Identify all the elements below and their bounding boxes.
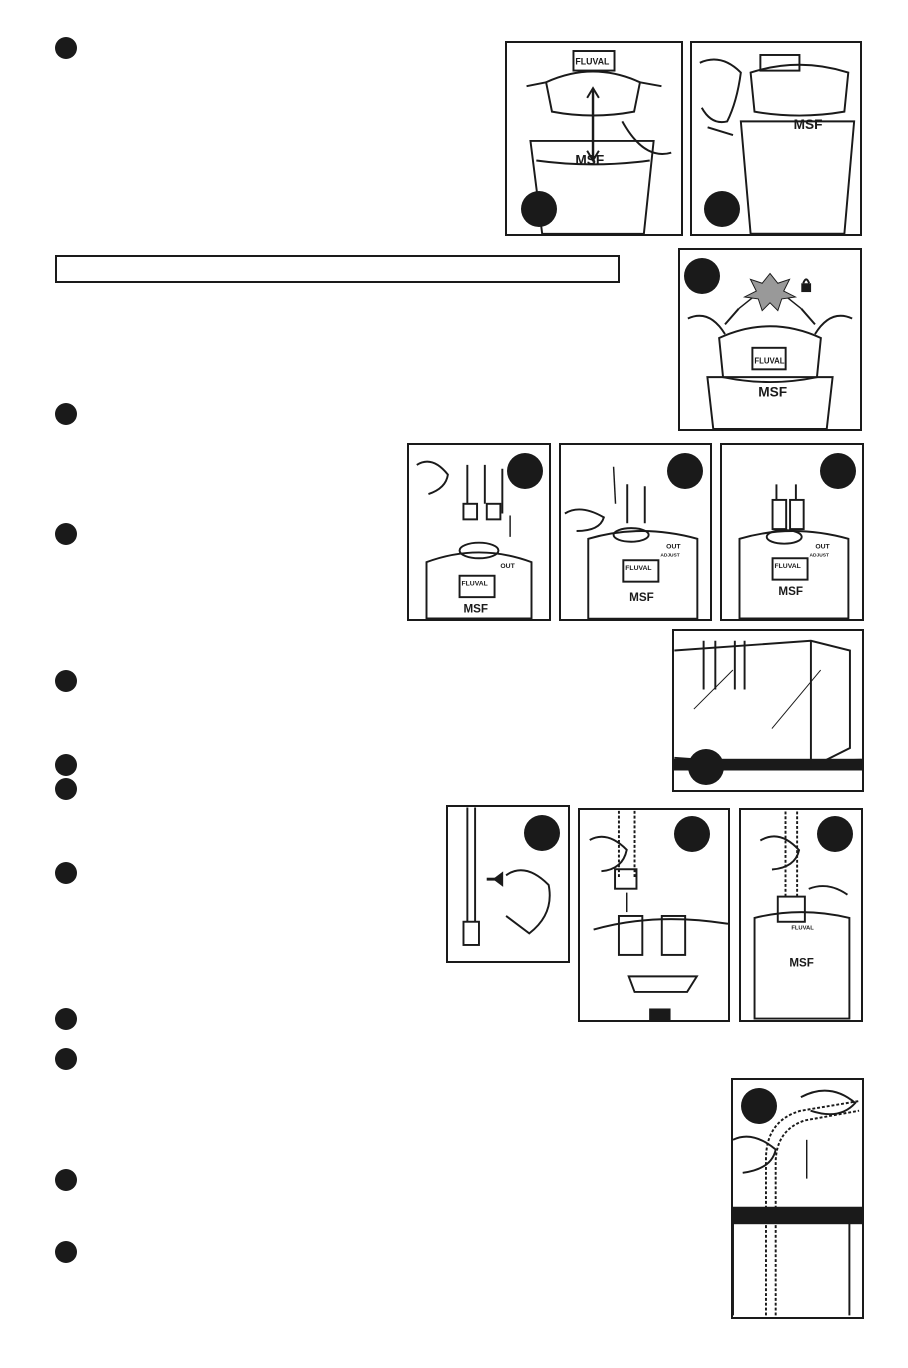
svg-text:OUT: OUT [500,562,515,570]
figure-number-disc [684,258,720,294]
svg-text:FLUVAL: FLUVAL [774,562,801,570]
step-bullet-5 [55,754,77,776]
svg-text:ADJUST: ADJUST [660,553,680,559]
figure-number-disc [688,749,724,785]
figure-number-disc [741,1088,777,1124]
figure-number-disc [524,815,560,851]
step-bullet-1 [55,37,77,59]
notice-box [55,255,620,283]
figure-number-disc [704,191,740,227]
figure-clamp-release [690,41,862,236]
svg-text:OUT: OUT [666,543,681,551]
figure-valve-press [559,443,712,621]
svg-text:MSF: MSF [789,956,814,970]
figure-valve-installed [720,443,864,621]
step-bullet-11 [55,1241,77,1263]
figure-valve-insert [407,443,551,621]
figure-lid-lock [678,248,862,431]
figure-intake-strainer [446,805,570,963]
figure-number-disc [521,191,557,227]
svg-text:FLUVAL: FLUVAL [461,580,488,588]
model-text: MSF [575,152,605,168]
svg-text:OUT: OUT [815,543,830,551]
step-bullet-10 [55,1169,77,1191]
figure-number-disc [817,816,853,852]
step-bullet-7 [55,862,77,884]
figure-number-disc [674,816,710,852]
figure-hose-aquarium [731,1078,864,1319]
svg-text:MSF: MSF [629,591,654,605]
svg-text:ADJUST: ADJUST [809,553,829,559]
step-bullet-2 [55,403,77,425]
figure-number-disc [820,453,856,489]
figure-hose-connect [578,808,730,1022]
svg-text:MSF: MSF [463,602,489,616]
svg-text:FLUVAL: FLUVAL [754,356,785,366]
step-bullet-8 [55,1008,77,1030]
step-bullet-4 [55,670,77,692]
svg-text:MSF: MSF [793,117,823,133]
figure-hose-secure [739,808,863,1022]
svg-text:MSF: MSF [758,384,788,400]
step-bullet-6 [55,778,77,800]
figure-aquarium-tubes [672,629,864,792]
figure-number-disc [667,453,703,489]
svg-text:FLUVAL: FLUVAL [625,564,652,572]
figure-number-disc [507,453,543,489]
svg-text:FLUVAL: FLUVAL [791,925,814,932]
brand-text: FLUVAL [575,56,610,67]
figure-lid-removal [505,41,683,236]
step-bullet-9 [55,1048,77,1070]
svg-text:MSF: MSF [778,585,803,599]
step-bullet-3 [55,523,77,545]
